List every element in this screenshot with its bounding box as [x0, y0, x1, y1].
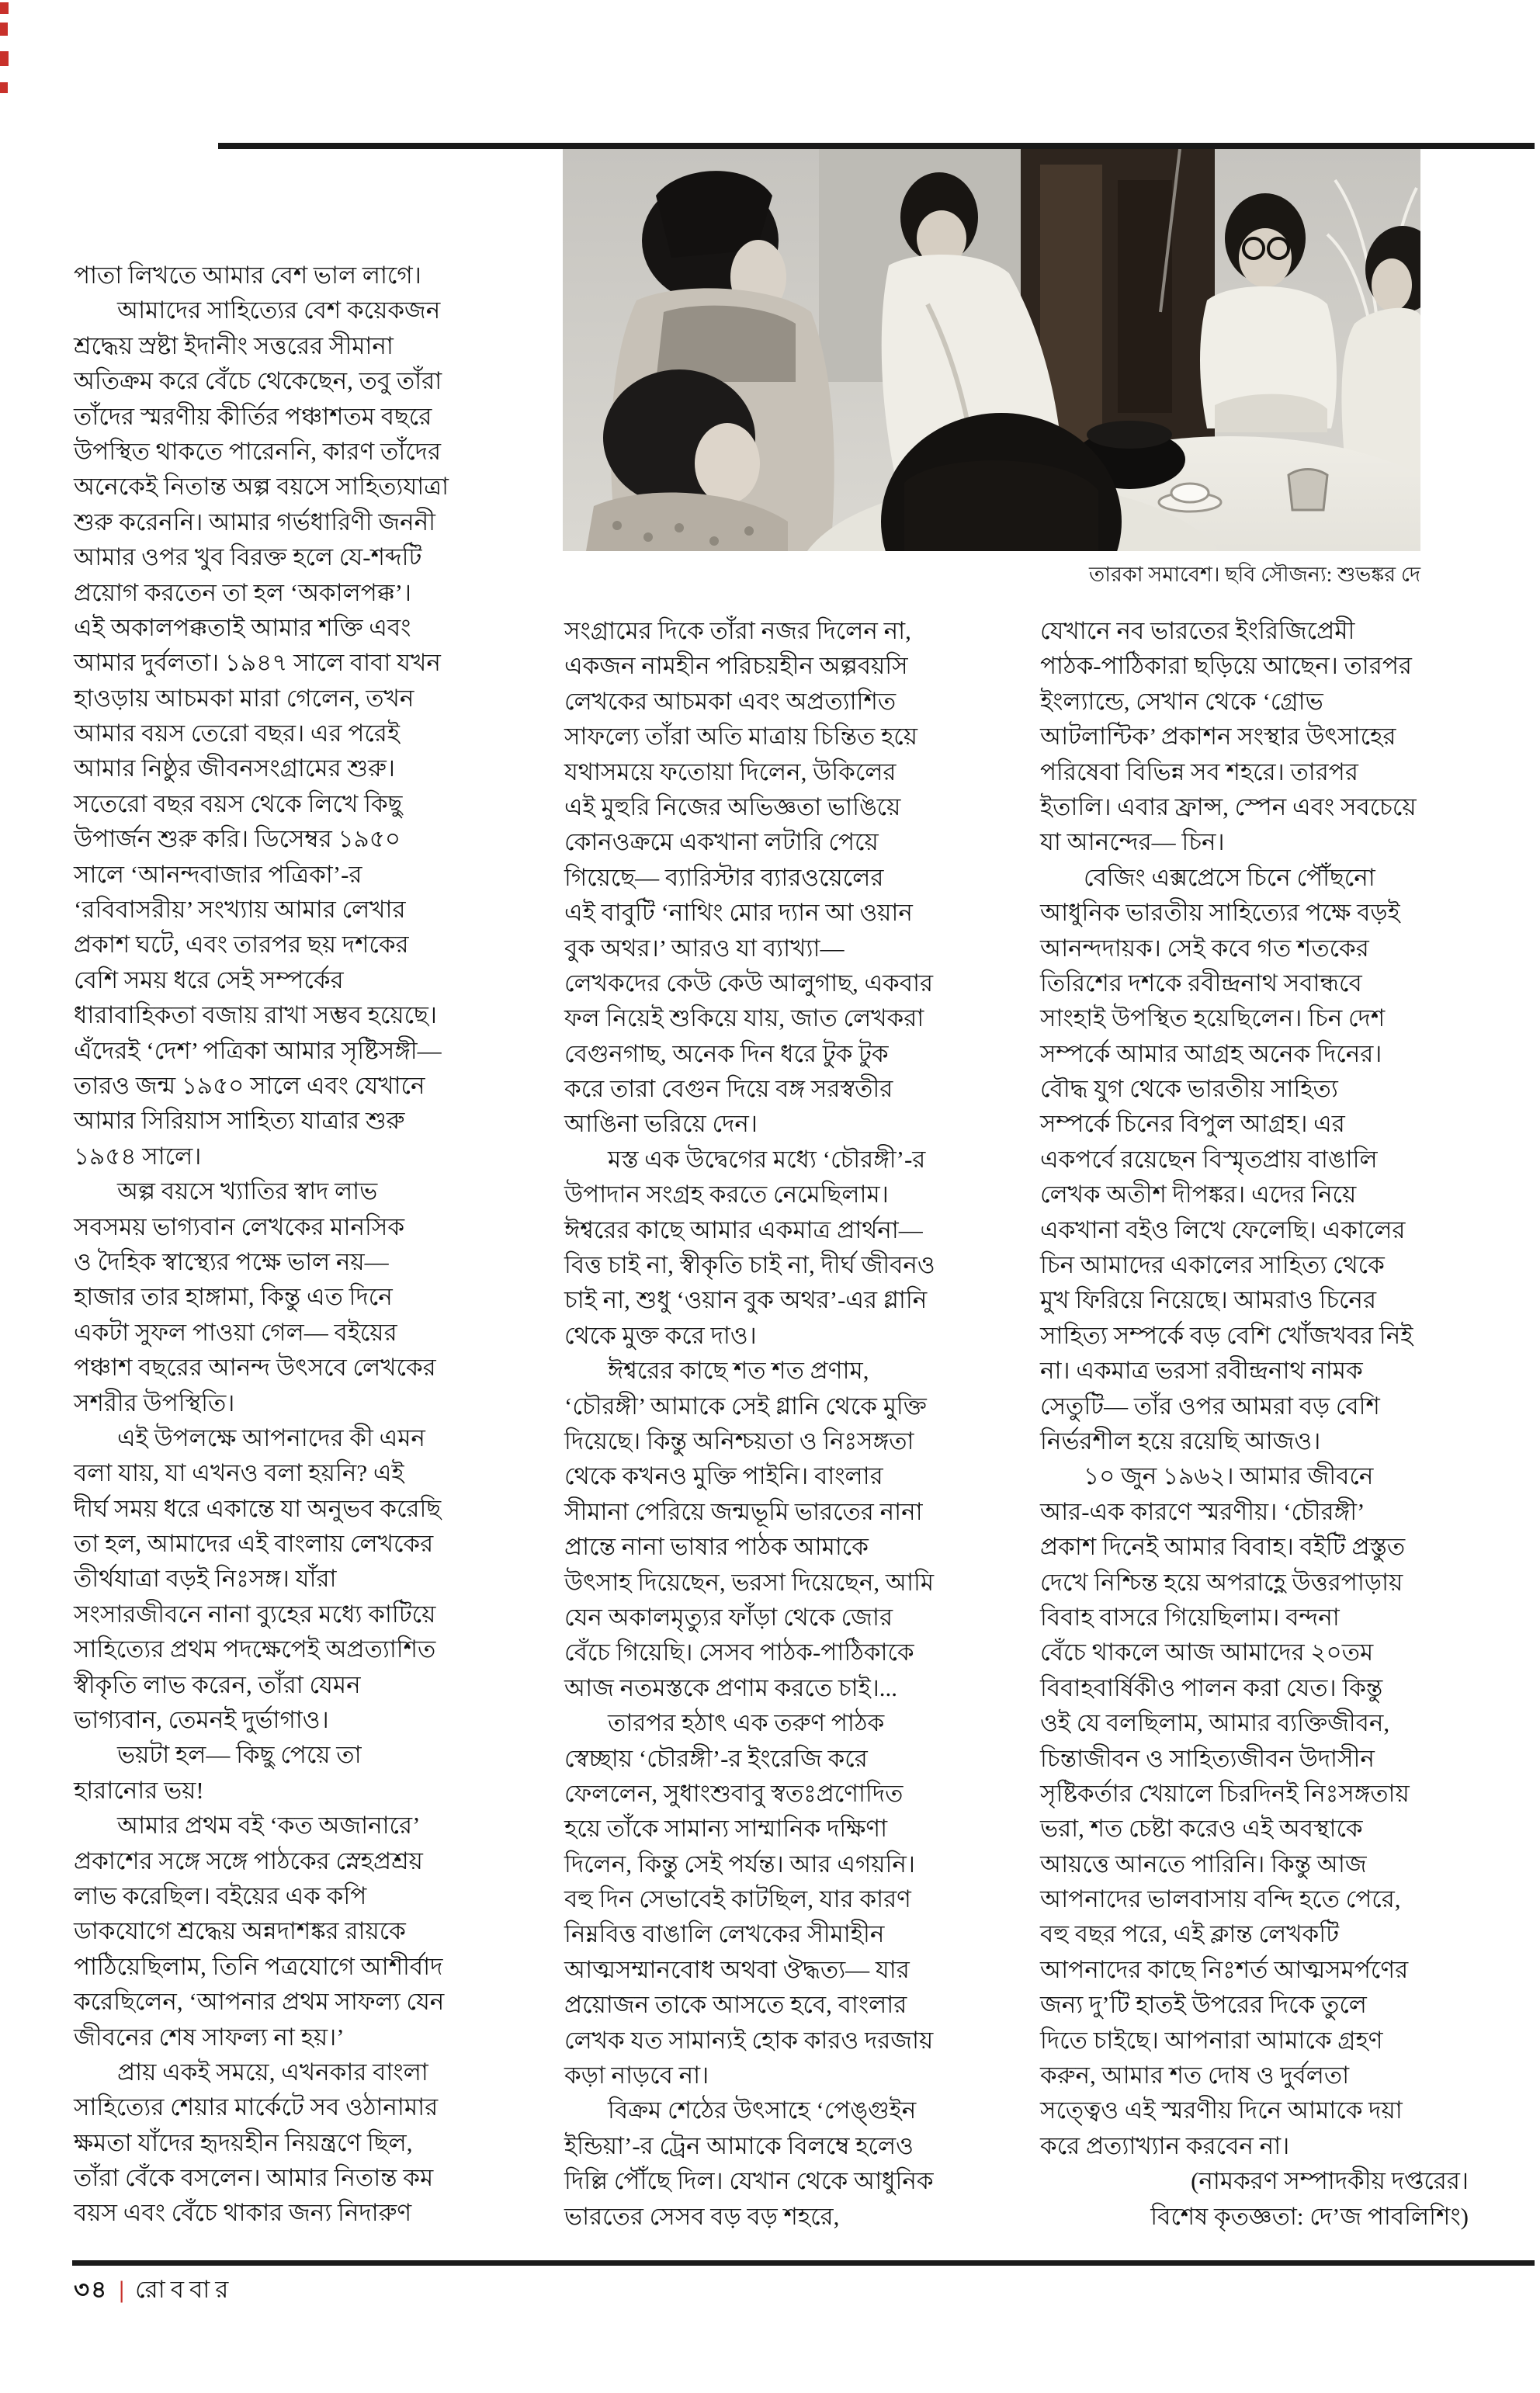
text-line: একজন নামহীন পরিচয়হীন অল্পবয়সি	[564, 652, 908, 680]
top-rule	[218, 143, 1535, 149]
text-line: প্রকাশের সঙ্গে সঙ্গে পাঠকের স্নেহপ্রশ্রয়	[74, 1847, 423, 1875]
article-column-3	[1040, 613, 1469, 2234]
group-photo	[563, 149, 1420, 551]
text-line: তিরিশের দশকে রবীন্দ্রনাথ সবান্ধবে	[1040, 969, 1362, 997]
text-line: প্রয়োগ করতেন তা হল ‘অকালপক্ক’।	[74, 578, 411, 606]
text-line: সম্পর্কে চিনের বিপুল আগ্রহ। এর	[1040, 1110, 1345, 1138]
text-line: বৌদ্ধ যুগ থেকে ভারতীয় সাহিত্য	[1040, 1075, 1338, 1103]
text-line: আপনাদের ভালবাসায় বন্দি হতে পেরে,	[1040, 1885, 1401, 1913]
text-line: আমাদের সাহিত্যের বেশ কয়েকজন	[117, 297, 441, 324]
text-line: নিম্নবিত্ত বাঙালি লেখকের সীমাহীন	[564, 1920, 885, 1948]
text-line: করুন, আমার শত দোষ ও দুর্বলতা	[1040, 2062, 1350, 2090]
text-line: চাই না, শুধু ‘ওয়ান বুক অথর’-এর গ্লানি	[564, 1286, 928, 1314]
text-line: ডাকযোগে শ্রদ্ধেয় অন্নদাশঙ্কর রায়কে	[74, 1917, 406, 1945]
registration-mark	[0, 51, 9, 66]
text-line: প্রয়োজন তাকে আসতে হবে, বাংলার	[564, 1991, 907, 2019]
text-line: আমার বয়স তেরো বছর। এর পরেই	[74, 720, 400, 747]
text-line: কড়া নাড়বে না।	[564, 2062, 709, 2090]
page-number: ৩৪	[74, 2276, 109, 2303]
text-line: ইতালি। এবার ফ্রান্স, স্পেন এবং সবচেয়ে	[1040, 792, 1417, 820]
text-line: গিয়েছে— ব্যারিস্টার ব্যারওয়েলের	[564, 863, 884, 891]
text-line: বুক অথর।’ আরও যা ব্যাখ্যা—	[564, 934, 845, 962]
article-column-1	[74, 258, 520, 2231]
text-line: বেশি সময় ধরে সেই সম্পর্কের	[74, 966, 344, 994]
text-line: অনেকেই নিতান্ত অল্প বয়সে সাহিত্যযাত্রা	[74, 473, 449, 501]
text-line: সীমানা পেরিয়ে জন্মভূমি ভারতের নানা	[564, 1497, 923, 1525]
text-line: সালে ‘আনন্দবাজার পত্রিকা’-র	[74, 860, 362, 888]
text-line: ফেললেন, সুধাংশুবাবু স্বতঃপ্রণোদিত	[564, 1779, 904, 1807]
text-line: থেকে কখনও মুক্তি পাইনি। বাংলার	[564, 1462, 883, 1490]
text-line: লেখকের আচমকা এবং অপ্রত্যাশিত	[564, 687, 897, 715]
text-line: ‘চৌরঙ্গী’ আমাকে সেই গ্লানি থেকে মুক্তি	[564, 1392, 927, 1420]
footer-rule	[72, 2260, 1535, 2266]
footer	[74, 2274, 850, 2305]
text-line: দিতে চাইছে। আপনারা আমাকে গ্রহণ	[1040, 2026, 1383, 2054]
text-line: বয়স এবং বেঁচে থাকার জন্য নিদারুণ	[74, 2199, 412, 2227]
text-line: তারও জন্ম ১৯৫০ সালে এবং যেখানে	[74, 1071, 425, 1099]
text-line: বেঁচে থাকলে আজ আমাদের ২০তম	[1040, 1639, 1374, 1666]
text-line: এই মুহুরি নিজের অভিজ্ঞতা ভাঙিয়ে	[564, 792, 901, 820]
text-line: উপাদান সংগ্রহ করতে নেমেছিলাম।	[564, 1181, 889, 1209]
text-line: কোনওক্রমে একখানা লটারি পেয়ে	[564, 828, 879, 856]
text-line: ইন্ডিয়া’-র ট্রেন আমাকে বিলম্বে হলেও	[564, 2131, 914, 2159]
text-line: প্রকাশ দিনেই আমার বিবাহ। বইটি প্রস্তুত	[1040, 1533, 1406, 1561]
text-line: বেঁচে গিয়েছি। সেসব পাঠক-পাঠিকাকে	[564, 1639, 914, 1666]
text-line: উপস্থিত থাকতে পারেননি, কারণ তাঁদের	[74, 437, 441, 465]
text-line: লেখক অতীশ দীপঙ্কর। এদের নিয়ে	[1040, 1181, 1357, 1209]
text-line: জীবনের শেষ সাফল্য না হয়।’	[74, 2023, 345, 2051]
text-line: আধুনিক ভারতীয় সাহিত্যের পক্ষে বড়ই	[1040, 899, 1400, 927]
text-line: প্রায় একই সময়ে, এখনকার বাংলা	[117, 2058, 428, 2086]
text-line: লাভ করেছিল। বইয়ের এক কপি	[74, 1881, 367, 1909]
footer-separator: |	[119, 2276, 125, 2303]
text-line: একটা সুফল পাওয়া গেল— বইয়ের	[74, 1318, 397, 1346]
text-line: ‘রবিবাসরীয়’ সংখ্যায় আমার লেখার	[74, 896, 406, 924]
text-line: শ্রদ্ধেয় স্রষ্টা ইদানীং সত্তরের সীমানা	[74, 331, 394, 359]
text-line: বলা যায়, যা এখনও বলা হয়নি? এই	[74, 1459, 404, 1487]
text-line: আমার সিরিয়াস সাহিত্য যাত্রার শুরু	[74, 1107, 405, 1135]
text-line: ভারতের সেসব বড় বড় শহরে,	[564, 2202, 840, 2230]
text-line: দিয়েছে। কিন্তু অনিশ্চয়তা ও নিঃসঙ্গতা	[564, 1427, 914, 1455]
text-line: চিন আমাদের একালের সাহিত্য থেকে	[1040, 1251, 1385, 1279]
text-line: ওই যে বলছিলাম, আমার ব্যক্তিজীবন,	[1040, 1709, 1390, 1737]
text-line: আপনাদের কাছে নিঃশর্ত আত্মসমর্পণের	[1040, 1955, 1409, 1983]
text-line: এই অকালপক্কতাই আমার শক্তি এবং	[74, 613, 411, 641]
text-line: ভাগ্যবান, তেমনই দুর্ভাগাও।	[74, 1706, 329, 1734]
text-line: সম্পর্কে আমার আগ্রহ অনেক দিনের।	[1040, 1039, 1382, 1067]
text-line: সাহিত্যের শেয়ার মার্কেটে সব ওঠানামার	[74, 2093, 439, 2121]
text-line: বেগুনগাছ, অনেক দিন ধরে টুক টুক	[564, 1039, 889, 1067]
text-line: আমার প্রথম বই ‘কত অজানারে’	[117, 1812, 421, 1840]
text-line: বিশেষ কৃতজ্ঞতা: দে’জ পাবলিশিং)	[1150, 2202, 1469, 2230]
text-line: শুরু করেননি। আমার গর্ভধারিণী জননী	[74, 508, 435, 536]
text-line: স্বেচ্ছায় ‘চৌরঙ্গী’-র ইংরেজি করে	[564, 1744, 868, 1772]
text-line: পাঠক-পাঠিকারা ছড়িয়ে আছেন। তারপর	[1040, 652, 1412, 680]
text-line: উৎসাহ দিয়েছেন, ভরসা দিয়েছেন, আমি	[564, 1568, 935, 1596]
registration-mark	[0, 23, 8, 36]
text-line: সাহিত্যের প্রথম পদক্ষেপেই অপ্রত্যাশিত	[74, 1635, 436, 1663]
text-line: আর-এক কারণে স্মরণীয়। ‘চৌরঙ্গী’	[1040, 1497, 1365, 1525]
text-line: দেখে নিশ্চিন্ত হয়ে অপরাহ্ণে উত্তরপাড়ায়	[1040, 1568, 1403, 1596]
group-photo-illustration	[563, 149, 1420, 551]
text-line: আয়ত্তে আনতে পারিনি। কিন্তু আজ	[1040, 1850, 1367, 1878]
text-line: আজ নতমস্তকে প্রণাম করতে চাই।...	[564, 1673, 898, 1701]
text-line: ক্ষমতা যাঁদের হৃদয়হীন নিয়ন্ত্রণে ছিল,	[74, 2128, 413, 2156]
text-line: অতিক্রম করে বেঁচে থেকেছেন, তবু তাঁরা	[74, 367, 442, 395]
text-line: ভয়টা হল— কিছু পেয়ে তা	[117, 1741, 362, 1769]
text-line: হাজার তার হাঙ্গামা, কিন্তু এত দিনে	[74, 1283, 393, 1311]
text-line: বহু বছর পরে, এই ক্লান্ত লেখকটি	[1040, 1920, 1340, 1948]
text-line: পরিষেবা বিভিন্ন সব শহরে। তারপর	[1040, 758, 1358, 786]
text-line: সাহিত্য সম্পর্কে বড় বেশি খোঁজখবর নিই	[1040, 1321, 1413, 1349]
text-line: প্রকাশ ঘটে, এবং তারপর ছয় দশকের	[74, 931, 409, 959]
text-line: সশরীর উপস্থিতি।	[74, 1389, 235, 1417]
text-line: দীর্ঘ সময় ধরে একান্তে যা অনুভব করেছি	[74, 1494, 442, 1522]
text-line: সত্ত্বেও এই স্মরণীয় দিনে আমাকে দয়া	[1040, 2096, 1403, 2124]
text-line: মুখ ফিরিয়ে নিয়েছে। আমরাও চিনের	[1040, 1286, 1376, 1314]
text-line: ধারাবাহিকতা বজায় রাখা সম্ভব হয়েছে।	[74, 1001, 437, 1029]
text-line: বিবাহ বাসরে গিয়েছিলাম। বন্দনা	[1040, 1603, 1340, 1631]
text-line: চিন্তাজীবন ও সাহিত্যজীবন উদাসীন	[1040, 1744, 1375, 1772]
text-line: হাওড়ায় আচমকা মারা গেলেন, তখন	[74, 684, 414, 712]
text-line: জন্য দু’টি হাতই উপরের দিকে তুলে	[1040, 1991, 1367, 2019]
text-line: এই উপলক্ষে আপনাদের কী এমন	[117, 1424, 425, 1451]
text-line: ভরা, শত চেষ্টা করেও এই অবস্থাকে	[1040, 1815, 1363, 1843]
text-line: যা আনন্দের— চিন।	[1040, 828, 1225, 856]
text-line: এই বাবুটি ‘নাথিং মোর দ্যান আ ওয়ান	[564, 899, 913, 927]
text-line: আত্মসম্মানবোধ অথবা ঔদ্ধত্য— যার	[564, 1955, 910, 1983]
text-line: স্বীকৃতি লাভ করেন, তাঁরা যেমন	[74, 1670, 361, 1698]
text-line: আটলান্টিক’ প্রকাশন সংস্থার উৎসাহের	[1040, 723, 1396, 751]
text-line: লেখকদের কেউ কেউ আলুগাছ, একবার	[564, 969, 934, 997]
text-line: বিত্ত চাই না, স্বীকৃতি চাই না, দীর্ঘ জীবনও	[564, 1251, 935, 1279]
text-line: ১০ জুন ১৯৬২। আমার জীবনে	[1084, 1462, 1374, 1490]
text-line: করে প্রত্যাখ্যান করবেন না।	[1040, 2131, 1290, 2159]
text-line: দিল্লি পৌঁছে দিল। যেখান থেকে আধুনিক	[564, 2167, 934, 2195]
text-line: না। একমাত্র ভরসা রবীন্দ্রনাথ নামক	[1040, 1357, 1363, 1385]
text-line: সেতুটি— তাঁর ওপর আমরা বড় বেশি	[1040, 1392, 1380, 1420]
text-line: আঙিনা ভরিয়ে দেন।	[564, 1110, 758, 1138]
text-line: হারানোর ভয়!	[74, 1776, 204, 1804]
text-line: করে তারা বেগুন দিয়ে বঙ্গ সরস্বতীর	[564, 1075, 893, 1103]
text-line: ও দৈহিক স্বাস্থ্যের পক্ষে ভাল নয়—	[74, 1247, 389, 1275]
text-line: এঁদেরই ‘দেশ’ পত্রিকা আমার সৃষ্টিসঙ্গী—	[74, 1036, 442, 1064]
text-line: বিবাহবার্ষিকীও পালন করা যেত। কিন্তু	[1040, 1673, 1383, 1701]
text-line: সতেরো বছর বয়স থেকে লিখে কিছু	[74, 789, 403, 817]
text-line: পঞ্চাশ বছরের আনন্দ উৎসবে লেখকের	[74, 1354, 436, 1382]
text-line: পাতা লিখতে আমার বেশ ভাল লাগে।	[74, 262, 421, 289]
text-line: পাঠিয়েছিলাম, তিনি পত্রযোগে আশীর্বাদ	[74, 1952, 443, 1980]
text-line: সংগ্রামের দিকে তাঁরা নজর দিলেন না,	[564, 617, 911, 644]
text-line: ফল নিয়েই শুকিয়ে যায়, জাত লেখকরা	[564, 1004, 924, 1032]
photo-caption: তারকা সমাবেশ। ছবি সৌজন্য: শুভঙ্কর দে	[1088, 563, 1420, 586]
magazine-name: রোববার	[135, 2276, 234, 2303]
text-line: বহু দিন সেভাবেই কাটছিল, যার কারণ	[564, 1885, 911, 1913]
text-line: (নামকরণ সম্পাদকীয় দপ্তরের।	[1191, 2167, 1469, 2195]
text-line: থেকে মুক্ত করে দাও।	[564, 1321, 757, 1349]
text-line: হয়ে তাঁকে সামান্য সাম্মানিক দক্ষিণা	[564, 1815, 888, 1843]
text-line: যেন অকালমৃত্যুর ফাঁড়া থেকে জোর	[564, 1603, 893, 1631]
registration-mark	[0, 2, 9, 14]
text-line: বিক্রম শেঠের উৎসাহে ‘পেঙ্গুইন	[608, 2096, 917, 2124]
text-line: আমার নিষ্ঠুর জীবনসংগ্রামের শুরু।	[74, 754, 395, 782]
text-line: তীর্থযাত্রা বড়ই নিঃসঙ্গ। যাঁরা	[74, 1565, 337, 1593]
text-line: তাঁদের স্মরণীয় কীর্তির পঞ্চাশতম বছরে	[74, 402, 432, 430]
article-column-2	[564, 613, 1039, 2234]
text-line: দিলেন, কিন্তু সেই পর্যন্ত। আর এগয়নি।	[564, 1850, 915, 1878]
text-line: যথাসময়ে ফতোয়া দিলেন, উকিলের	[564, 758, 897, 786]
text-line: আমার দুর্বলতা। ১৯৪৭ সালে বাবা যখন	[74, 649, 441, 677]
text-line: প্রান্তে নানা ভাষার পাঠক আমাকে	[564, 1533, 869, 1561]
text-line: অল্প বয়সে খ্যাতির স্বাদ লাভ	[117, 1177, 378, 1205]
text-line: উপার্জন শুরু করি। ডিসেম্বর ১৯৫০	[74, 825, 401, 853]
text-line: মস্ত এক উদ্বেগের মধ্যে ‘চৌরঙ্গী’-র	[608, 1145, 926, 1173]
text-line: যেখানে নব ভারতের ইংরিজিপ্রেমী	[1040, 617, 1355, 644]
text-line: তারপর হঠাৎ এক তরুণ পাঠক	[608, 1709, 885, 1737]
text-line: ঈশ্বরের কাছে শত শত প্রণাম,	[608, 1357, 869, 1385]
text-line: আনন্দদায়ক। সেই কবে গত শতকের	[1040, 934, 1369, 962]
text-line: ১৯৫৪ সালে।	[74, 1142, 202, 1170]
text-line: বেজিং এক্সপ্রেসে চিনে পৌঁছনো	[1084, 863, 1375, 891]
text-line: একপর্বে রয়েছেন বিস্মৃতপ্রায় বাঙালি	[1040, 1145, 1378, 1173]
text-line: সাংহাই উপস্থিত হয়েছিলেন। চিন দেশ	[1040, 1004, 1386, 1032]
registration-mark	[0, 82, 8, 93]
text-line: সংসারজীবনে নানা ব্যুহের মধ্যে কাটিয়ে	[74, 1600, 436, 1628]
text-line: সৃষ্টিকর্তার খেয়ালে চিরদিনই নিঃসঙ্গতায়	[1040, 1779, 1410, 1807]
text-line: করেছিলেন, ‘আপনার প্রথম সাফল্য যেন	[74, 1988, 445, 2016]
text-line: তাঁরা বেঁকে বসলেন। আমার নিতান্ত কম	[74, 2164, 434, 2192]
text-line: সবসময় ভাগ্যবান লেখকের মানসিক	[74, 1212, 405, 1240]
text-line: ঈশ্বরের কাছে আমার একমাত্র প্রার্থনা—	[564, 1216, 923, 1243]
text-line: একখানা বইও লিখে ফেলেছি। একালের	[1040, 1216, 1406, 1243]
text-line: সাফল্যে তাঁরা অতি মাত্রায় চিন্তিত হয়ে	[564, 723, 918, 751]
text-line: তা হল, আমাদের এই বাংলায় লেখকের	[74, 1530, 434, 1558]
text-line: ইংল্যান্ডে, সেখান থেকে ‘গ্রোভ	[1040, 687, 1323, 715]
text-line: আমার ওপর খুব বিরক্ত হলে যে-শব্দটি	[74, 543, 422, 571]
text-line: নির্ভরশীল হয়ে রয়েছি আজও।	[1040, 1427, 1321, 1455]
text-line: লেখক যত সামান্যই হোক কারও দরজায়	[564, 2026, 934, 2054]
